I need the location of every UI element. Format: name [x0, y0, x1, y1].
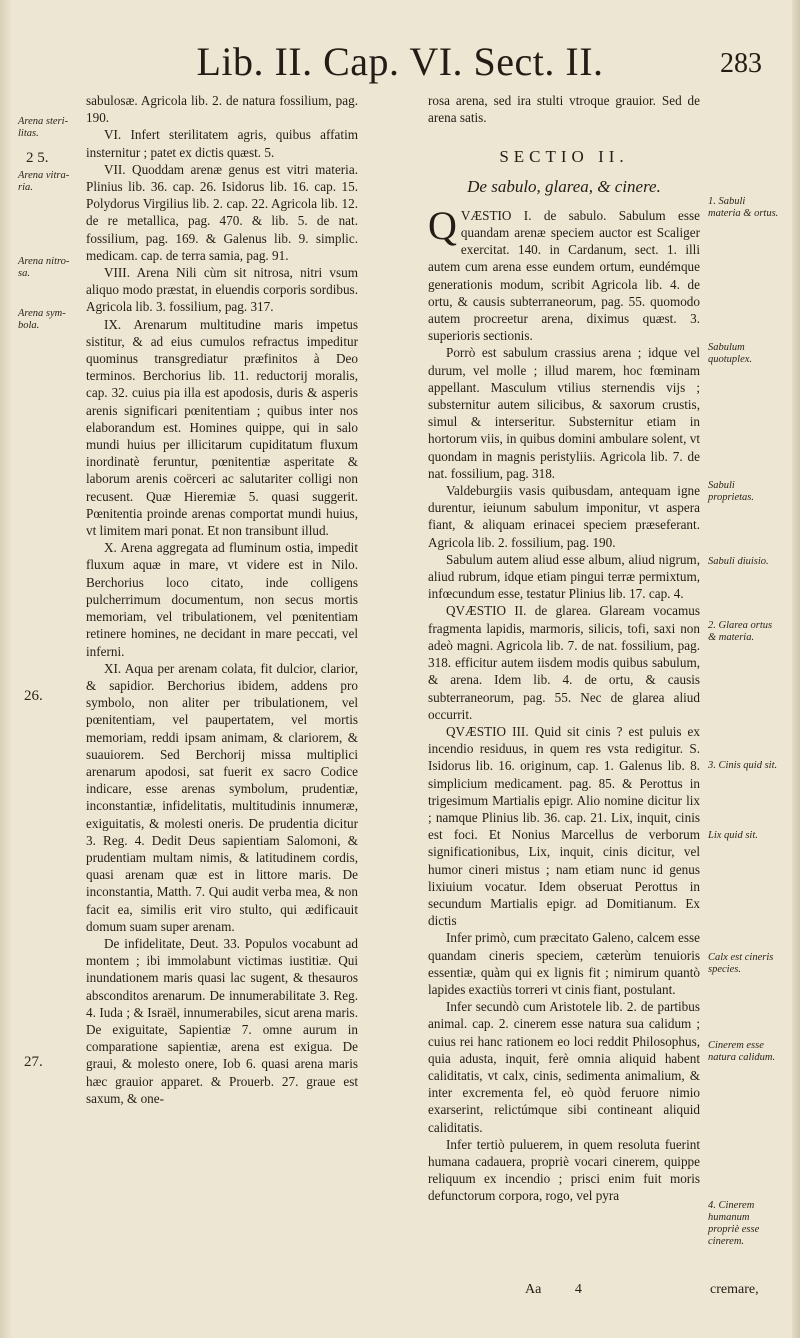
drop-cap: Q [428, 202, 457, 248]
paragraph: XI. Aqua per arenam colata, fit dulcior, clarior, & sapidior. Berchorius ibidem, addens pro symbolo, non aliter per tribulationem, vel pœnitentiam, vel paupertatem, vel mortis memoriam, reddi ipsam animam, & clariorem, & suauiorem. Sed Berchorij missa multiplici arenarum apodosi, sat fuerit ex sacro Codice indicare, esse arenas symbolum, prudentiæ, inconstantiæ, infidelitatis, multitudinis innumeræ, exiguitatis, & molesti oneris. De prudentia dicitur 3. Reg. 4. Dedit Deus sapientiam Salomoni, & prudentiam multam nimis, & latitudinem cordis, quasi arenam quæ est in littore maris. De inconstantia, Matth. 7. Qui audit verba mea, & non facit ea, similis erit viro stulto, qui ædificauit domum suam super arenam. [86, 660, 358, 934]
paragraph: QVÆSTIO II. de glarea. Glaream vocamus fragmenta lapidis, marmoris, silicis, tofi, saxi non adeò magni. Agricola lib. 7. de nat. fossilium, pag. 318. efficitur autem iisdem modis quibus sabulum, & arena. Idem lib. 4. de ortu, & causis subterraneorum, pag. 55. Nec de glarea aliud occurrit. [428, 603, 700, 722]
page-edge-shadow [792, 0, 800, 1338]
margin-note-right: Cinerem esse natura calidum. [708, 1040, 776, 1063]
running-header [0, 38, 800, 90]
section-heading: SECTIO II. [499, 147, 629, 167]
margin-note-right: Sabuli diuisio. [708, 556, 769, 567]
paragraph: VII. Quoddam arenæ genus est vitri materia. Plinius lib. 36. cap. 26. Isidorus lib. 16. cap. 15. Polydorus Virgilius lib. 2. cap. 22. Agricola lib. 12. de re metallica, pag. 470. & lib. 5. de nat. fossilium, pag. 169. & Galenus lib. 9. simplic. medicam. cap. de terra samia, pag. 91. [86, 161, 358, 263]
paragraph: VI. Infert sterilitatem agris, quibus affatim insternitur ; patet ex dictis quæst. 5. [86, 127, 358, 160]
margin-note-right: 1. Sabuli materia & ortus. [708, 196, 779, 219]
margin-note-left: Arena vitra-ria. [18, 170, 70, 193]
paragraph: rosa arena, sed ira stulti vtroque grauior. Sed de arena satis. [428, 93, 700, 126]
margin-note-right: Sabuli proprietas. [708, 480, 754, 503]
paragraph: Porrò est sabulum crassius arena ; idque vel durum, vel molle ; illud marem, hoc fœminam appellant. Masculum vtilius sternendis vijs ; substernitur autem silicibus, & saxorum crustis, simul & interseritur. Substernitur etiam in hortorum viis, in quibus domini ambulare solent, vt quondam in magnis peristyliis. Agricola lib. 7. de nat. fossilium, pag. 318. [428, 345, 700, 481]
paragraph: sabulosæ. Agricola lib. 2. de natura fossilium, pag. 190. [86, 93, 358, 126]
paragraph: Infer primò, cum præcitato Galeno, calcem esse quandam cineris speciem, cæterùm tenuioris essentiæ, quàm qui ex lignis fit ; nimirum quantò lapides exactiùs torreri vt cinis fiant, postulant. [428, 930, 700, 997]
running-title: Lib. II. Cap. VI. Sect. II. [196, 39, 604, 84]
margin-number-left: 27. [24, 1054, 43, 1070]
margin-number-left: 26. [24, 688, 43, 704]
paragraph [428, 202, 700, 345]
margin-note-left: Arena sym-bola. [18, 308, 66, 331]
paragraph: IX. Arenarum multitudine maris impetus sistitur, & ad eius cumulos refractus impeditur quominus transgrediatur præfinitos à Deo terminos. Berchorius lib. 11. reductorij moralis, cap. 32. cuius pia illa est apodosis, duris & asperis arenis significari pœnitentiam ; quibus inter nos elaborandum est. Homines quippe, qui in salo mundi huius per illicitarum cupiditatum fluxum inordinatè feruntur, pœnitentiæ asperitate & laborum arenis coërceri ac salutariter colligi non recusent. Quæ Hieremiæ 5. quasi suggerit. Pœnitentia proinde arenas comportat mundi huius, vt limitem mari ponat. Et non transibunt illud. [86, 316, 358, 539]
paragraph: Valdeburgiis vasis quibusdam, antequam igne durentur, ieiunum sabulum imponitur, vt aspera fiant, & aliquam erinacei speciem præseferant. Agricola lib. 2. fossilium, pag. 190. [428, 483, 700, 550]
margin-note-right: Lix quid sit. [708, 830, 758, 841]
paragraph: De infidelitate, Deut. 33. Populos vocabunt ad montem ; ibi immolabunt victimas iustitiæ. Qui inundationem maris quasi lac sugent, & thesauros absconditos arenarum. De innumerabilitate 3. Reg. 4. Iuda ; & Israël, innumerabiles, sicut arena maris. De exiguitate, Sapientiæ 7. omne aurum in comparatione sapientiæ, arena est exigua. De graui, & molesto onere, Iob 6. quasi arena maris hæc grauior apparet. & Prouerb. 27. graue est saxum, & one- [86, 935, 358, 1106]
signature-mark: Aa 4 [525, 1282, 582, 1297]
paragraph: VIII. Arena Nili cùm sit nitrosa, nitri vsum aliquo modo præstat, in eluendis corporis sordibus. Agricola lib. 3. fossilium, pag. 317. [86, 265, 358, 315]
paragraph-text: VÆSTIO I. de sabulo. Sabulum esse quandam arenæ speciem auctor est Scaliger exercitat. 140. in Cardanum, sect. 1. illi autem cum arena esse eundem ortum, eundémque generationis modum, scribit Agricola lib. 4. de ortu, & causis subterraneorum, pag. 55. quomodo autem procreetur arena, diximus quæst. 3. superioris sectionis. [428, 207, 700, 344]
margin-note-left: Arena nitro-sa. [18, 256, 70, 279]
paragraph: X. Arena aggregata ad fluminum ostia, impedit fluxum aquæ in mare, vt videre est in Nilo. Berchorius loco citato, inde colligens pulcherrimum documentum, non secus mortis memoriam, vel tribulationem, vel pœnitentiam retinere homines, ne decidant in mare peccati, vel inferni. [86, 540, 358, 659]
paragraph: Sabulum autem aliud esse album, aliud nigrum, aliud rubrum, idque etiam pingui terræ permixtum, infœcundum esse, testatur Plinius lib. 17. cap. 4. [428, 551, 700, 602]
margin-note-right: Sabulum quotuplex. [708, 342, 753, 365]
section-title: De sabulo, glarea, & cinere. [467, 176, 661, 196]
paragraph: QVÆSTIO III. Quid sit cinis ? est puluis ex incendio residuus, in quem res vsta redigitur. S. Isidorus lib. 16. originum, cap. 1. Galenus lib. 8. simplicium medicament. pag. 85. & Perottus in trigesimum Martialis epigr. Alio nomine dicitur lix ; namque Plinius lib. 36. cap. 21. Lix, inquit, cinis est foci. Et Nonius Marcellus de verborum significationibus, Lix, inquit, cinis dicitur, vel humor cineri mistus ; nam etiam nunc id genus lixiuium vocatur. Idem obseruat Perottus in secundum Martialis epigr. ad Domitianum. Ex dictis [428, 723, 700, 929]
page-number: 283 [720, 48, 762, 79]
page-binding-shadow [0, 0, 12, 1338]
margin-note-right: 4. Cinerem humanum propriè esse cinerem. [708, 1200, 760, 1247]
margin-note-right: Calx est cineris species. [708, 952, 774, 975]
right-text-column [428, 92, 700, 1205]
paragraph: Infer secundò cum Aristotele lib. 2. de partibus animal. cap. 2. cinerem esse natura sua calidum ; cuius rei hanc rationem eo loci reddit Philosophus, quia adusta, inquit, ferè omnia aliquid habent caliditatis, vt calx, cinis, sedimenta animalium, & inter excrementa fel, eò quòd feruore nimio exarserint, relictúmque sibi contineant aliquid caliditatis. [428, 999, 700, 1135]
paragraph: Infer tertiò puluerem, in quem resoluta fuerint humana cadauera, propriè vocari cinerem, quippe reliquum ex incendio ; prisci enim fuit moris defunctorum corpora, rogo, vel pyra [428, 1136, 700, 1204]
margin-note-left: Arena steri-litas. [18, 116, 69, 139]
margin-note-right: 3. Cinis quid sit. [708, 760, 778, 771]
catchword: cremare, [710, 1282, 759, 1297]
margin-number-left: 2 5. [26, 150, 49, 166]
margin-note-right: 2. Glarea ortus & materia. [708, 620, 773, 643]
left-text-column [86, 92, 358, 1107]
